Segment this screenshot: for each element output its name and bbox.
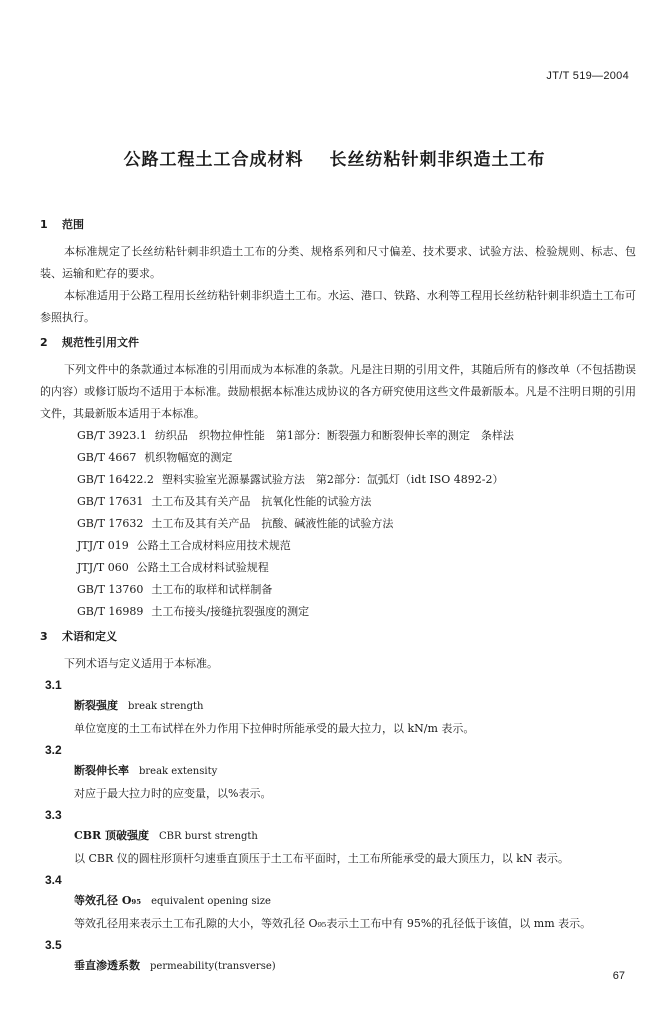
term-zh: 断裂伸长率	[74, 764, 129, 777]
standard-code: JT/T 519—2004	[546, 70, 629, 82]
reference-item	[40, 513, 636, 535]
document-body	[40, 217, 636, 978]
reference-item	[40, 469, 636, 491]
term-en: permeability(transverse)	[150, 961, 276, 972]
term-entry	[40, 675, 636, 740]
term-definition: 对应于最大拉力时的应变量，以%表示。	[74, 787, 272, 800]
section-2-heading	[40, 335, 636, 351]
term-zh: CBR 顶破强度	[74, 829, 150, 842]
term-en: CBR burst strength	[159, 831, 258, 842]
term-entry	[40, 805, 636, 870]
term-number: 3.3	[45, 808, 62, 822]
term-name	[40, 825, 636, 848]
term-number: 3.1	[45, 678, 62, 692]
term-name	[40, 955, 636, 978]
section-title: 术语和定义	[62, 630, 117, 643]
reference-code: GB/T 16422.2	[77, 473, 154, 486]
reference-item	[40, 425, 636, 447]
reference-list	[40, 425, 636, 623]
reference-item	[40, 447, 636, 469]
reference-title: 公路土工合成材料试验规程	[136, 561, 269, 574]
reference-item	[40, 601, 636, 623]
reference-code: GB/T 17631	[77, 495, 144, 508]
term-entry	[40, 740, 636, 805]
title-part-1: 公路工程土工合成材料	[123, 150, 304, 170]
reference-title: 机织物幅宽的测定	[144, 451, 233, 464]
term-definition: 单位宽度的土工布试样在外力作用下拉伸时所能承受的最大拉力，以 kN/m 表示。	[74, 722, 475, 735]
paragraph: 本标准规定了长丝纺粘针刺非织造土工布的分类、规格系列和尺寸偏差、技术要求、试验方法、检验规则、标志、包装、运输和贮存的要求。	[40, 245, 636, 280]
section-title: 规范性引用文件	[62, 336, 139, 349]
term-en: break strength	[128, 701, 204, 712]
reference-title: 土工布及其有关产品 抗酸、碱液性能的试验方法	[151, 517, 394, 530]
section-title: 范围	[62, 218, 84, 231]
reference-code: GB/T 13760	[77, 583, 144, 596]
reference-item	[40, 557, 636, 579]
term-number: 3.4	[45, 873, 62, 887]
term-zh: 断裂强度	[74, 699, 118, 712]
document-title	[0, 145, 669, 170]
section-number: 3	[40, 630, 48, 643]
term-name	[40, 695, 636, 718]
paragraph: 下列文件中的条款通过本标准的引用而成为本标准的条款。凡是注日期的引用文件，其随后所有的修改单（不包括勘误的内容）或修订版均不适用于本标准。鼓励根据本标准达成协议的各方研究使用这些文件最新版本。凡是不注明日期的引用文件，其最新版本适用于本标准。	[40, 363, 636, 420]
reference-title: 纺织品 织物拉伸性能 第1部分：断裂强力和断裂伸长率的测定 条样法	[154, 429, 514, 442]
paragraph: 本标准适用于公路工程用长丝纺粘针刺非织造土工布。水运、港口、铁路、水利等工程用长丝纺粘针刺非织造土工布可参照执行。	[40, 289, 636, 324]
reference-title: 土工布接头/接缝抗裂强度的测定	[151, 605, 310, 618]
term-name	[40, 760, 636, 783]
term-number: 3.2	[45, 743, 62, 757]
reference-title: 塑料实验室光源暴露试验方法 第2部分：氙弧灯（idt ISO 4892-2）	[161, 473, 504, 486]
section-3-heading	[40, 629, 636, 645]
title-part-2: 长丝纺粘针刺非织造土工布	[329, 150, 546, 170]
term-en: equivalent opening size	[151, 896, 271, 907]
paragraph: 下列术语与定义适用于本标准。	[64, 657, 218, 670]
reference-title: 土工布及其有关产品 抗氧化性能的试验方法	[151, 495, 372, 508]
reference-item	[40, 579, 636, 601]
reference-code: GB/T 16989	[77, 605, 144, 618]
section-1-heading	[40, 217, 636, 233]
page-number: 67	[612, 970, 625, 982]
reference-item	[40, 491, 636, 513]
term-definition: 以 CBR 仪的圆柱形顶杆匀速垂直顶压于土工布平面时，土工布所能承受的最大顶压力，以 kN 表示。	[74, 852, 570, 865]
term-number: 3.5	[45, 938, 62, 952]
reference-code: JTJ/T 060	[77, 561, 129, 574]
reference-code: GB/T 4667	[77, 451, 137, 464]
term-zh: 垂直渗透系数	[74, 959, 140, 972]
reference-code: JTJ/T 019	[77, 539, 129, 552]
term-zh: 等效孔径 O₉₅	[74, 894, 142, 907]
reference-item	[40, 535, 636, 557]
term-name	[40, 890, 636, 913]
reference-title: 土工布的取样和试样制备	[151, 583, 273, 596]
reference-title: 公路土工合成材料应用技术规范	[136, 539, 291, 552]
term-entry	[40, 870, 636, 935]
term-en: break extensity	[139, 766, 218, 777]
section-number: 2	[40, 336, 48, 349]
section-number: 1	[40, 218, 48, 231]
reference-code: GB/T 17632	[77, 517, 144, 530]
term-entry	[40, 935, 636, 978]
reference-code: GB/T 3923.1	[77, 429, 147, 442]
term-definition: 等效孔径用来表示土工布孔隙的大小，等效孔径 O₉₅表示土工布中有 95%的孔径低于该值，以 mm 表示。	[74, 917, 592, 930]
